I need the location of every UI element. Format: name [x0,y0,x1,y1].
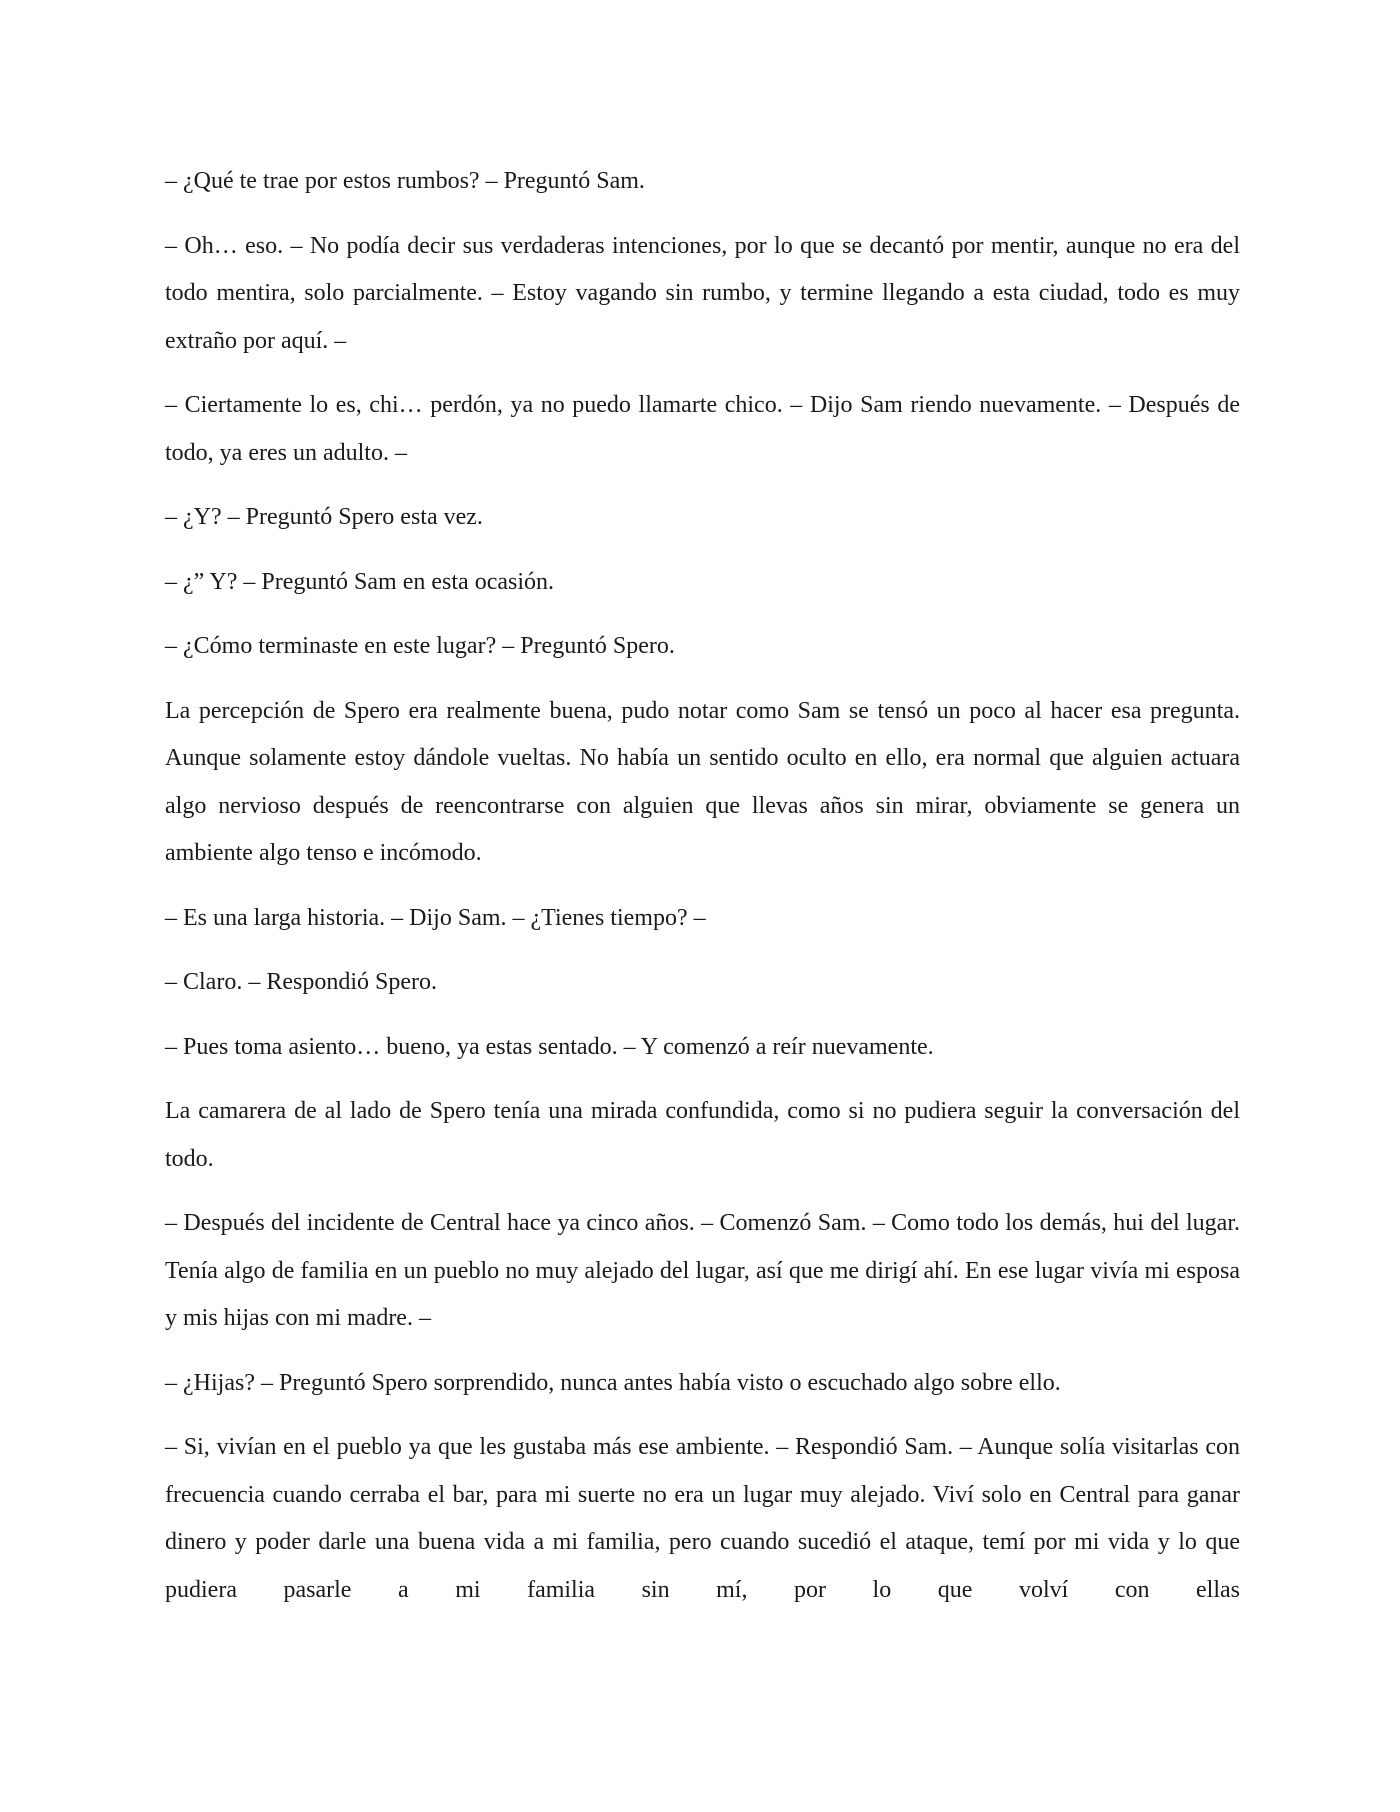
paragraph: – Es una larga historia. – Dijo Sam. – ¿Tienes tiempo? – [165,904,706,931]
document-page [165,158,1240,1631]
paragraph: – Si, vivían en el pueblo ya que les gustaba más ese ambiente. – Respondió Sam. – Aunque solía visitarlas con frecuencia cuando cerraba el bar, para mi suerte no era un lugar muy alejado. Viví solo en Central para ganar dinero y poder darle una buena vida a mi familia, pero cuando sucedió el ataque, temí por mi vida y lo que pudiera pasarle a mi familia sin mí, por lo que volví con ellas [165,1434,1240,1603]
paragraph: – ¿Y? – Preguntó Spero esta vez. [165,504,483,530]
paragraph: – Claro. – Respondió Spero. [165,969,437,995]
paragraph: – ¿Cómo terminaste en este lugar? – Preguntó Spero. [165,633,675,659]
paragraph: La camarera de al lado de Spero tenía una mirada confundida, como si no pudiera seguir la conversación del todo. [165,1098,1240,1172]
paragraph: – ¿” Y? – Preguntó Sam en esta ocasión. [165,568,555,595]
paragraph: – Pues toma asiento… bueno, ya estas sentado. – Y comenzó a reír nuevamente. [165,1033,934,1060]
paragraph: – ¿Qué te trae por estos rumbos? – Preguntó Sam. [165,168,645,194]
paragraph: – Oh… eso. – No podía decir sus verdaderas intenciones, por lo que se decantó por mentir, aunque no era del todo mentira, solo parcialmente. – Estoy vagando sin rumbo, y termine llegando a esta ciudad, todo es muy extraño por aquí. – [165,232,1240,354]
paragraph: – Ciertamente lo es, chi… perdón, ya no puedo llamarte chico. – Dijo Sam riendo nuevamente. – Después de todo, ya eres un adulto. – [165,392,1240,466]
paragraph: – Después del incidente de Central hace ya cinco años. – Comenzó Sam. – Como todo los demás, hui del lugar. Tenía algo de familia en un pueblo no muy alejado del lugar, así que me dirigí ahí. En ese lugar vivía mi esposa y mis hijas con mi madre. – [165,1210,1240,1331]
paragraph: – ¿Hijas? – Preguntó Spero sorprendido, nunca antes había visto o escuchado algo sobre ello. [165,1369,1061,1396]
paragraph: La percepción de Spero era realmente buena, pudo notar como Sam se tensó un poco al hacer esa pregunta. Aunque solamente estoy dándole vueltas. No había un sentido oculto en ello, era normal que alguien actuara algo nervioso después de reencontrarse con alguien que llevas años sin mirar, obviamente se genera un ambiente algo tenso e incómodo. [165,697,1240,866]
